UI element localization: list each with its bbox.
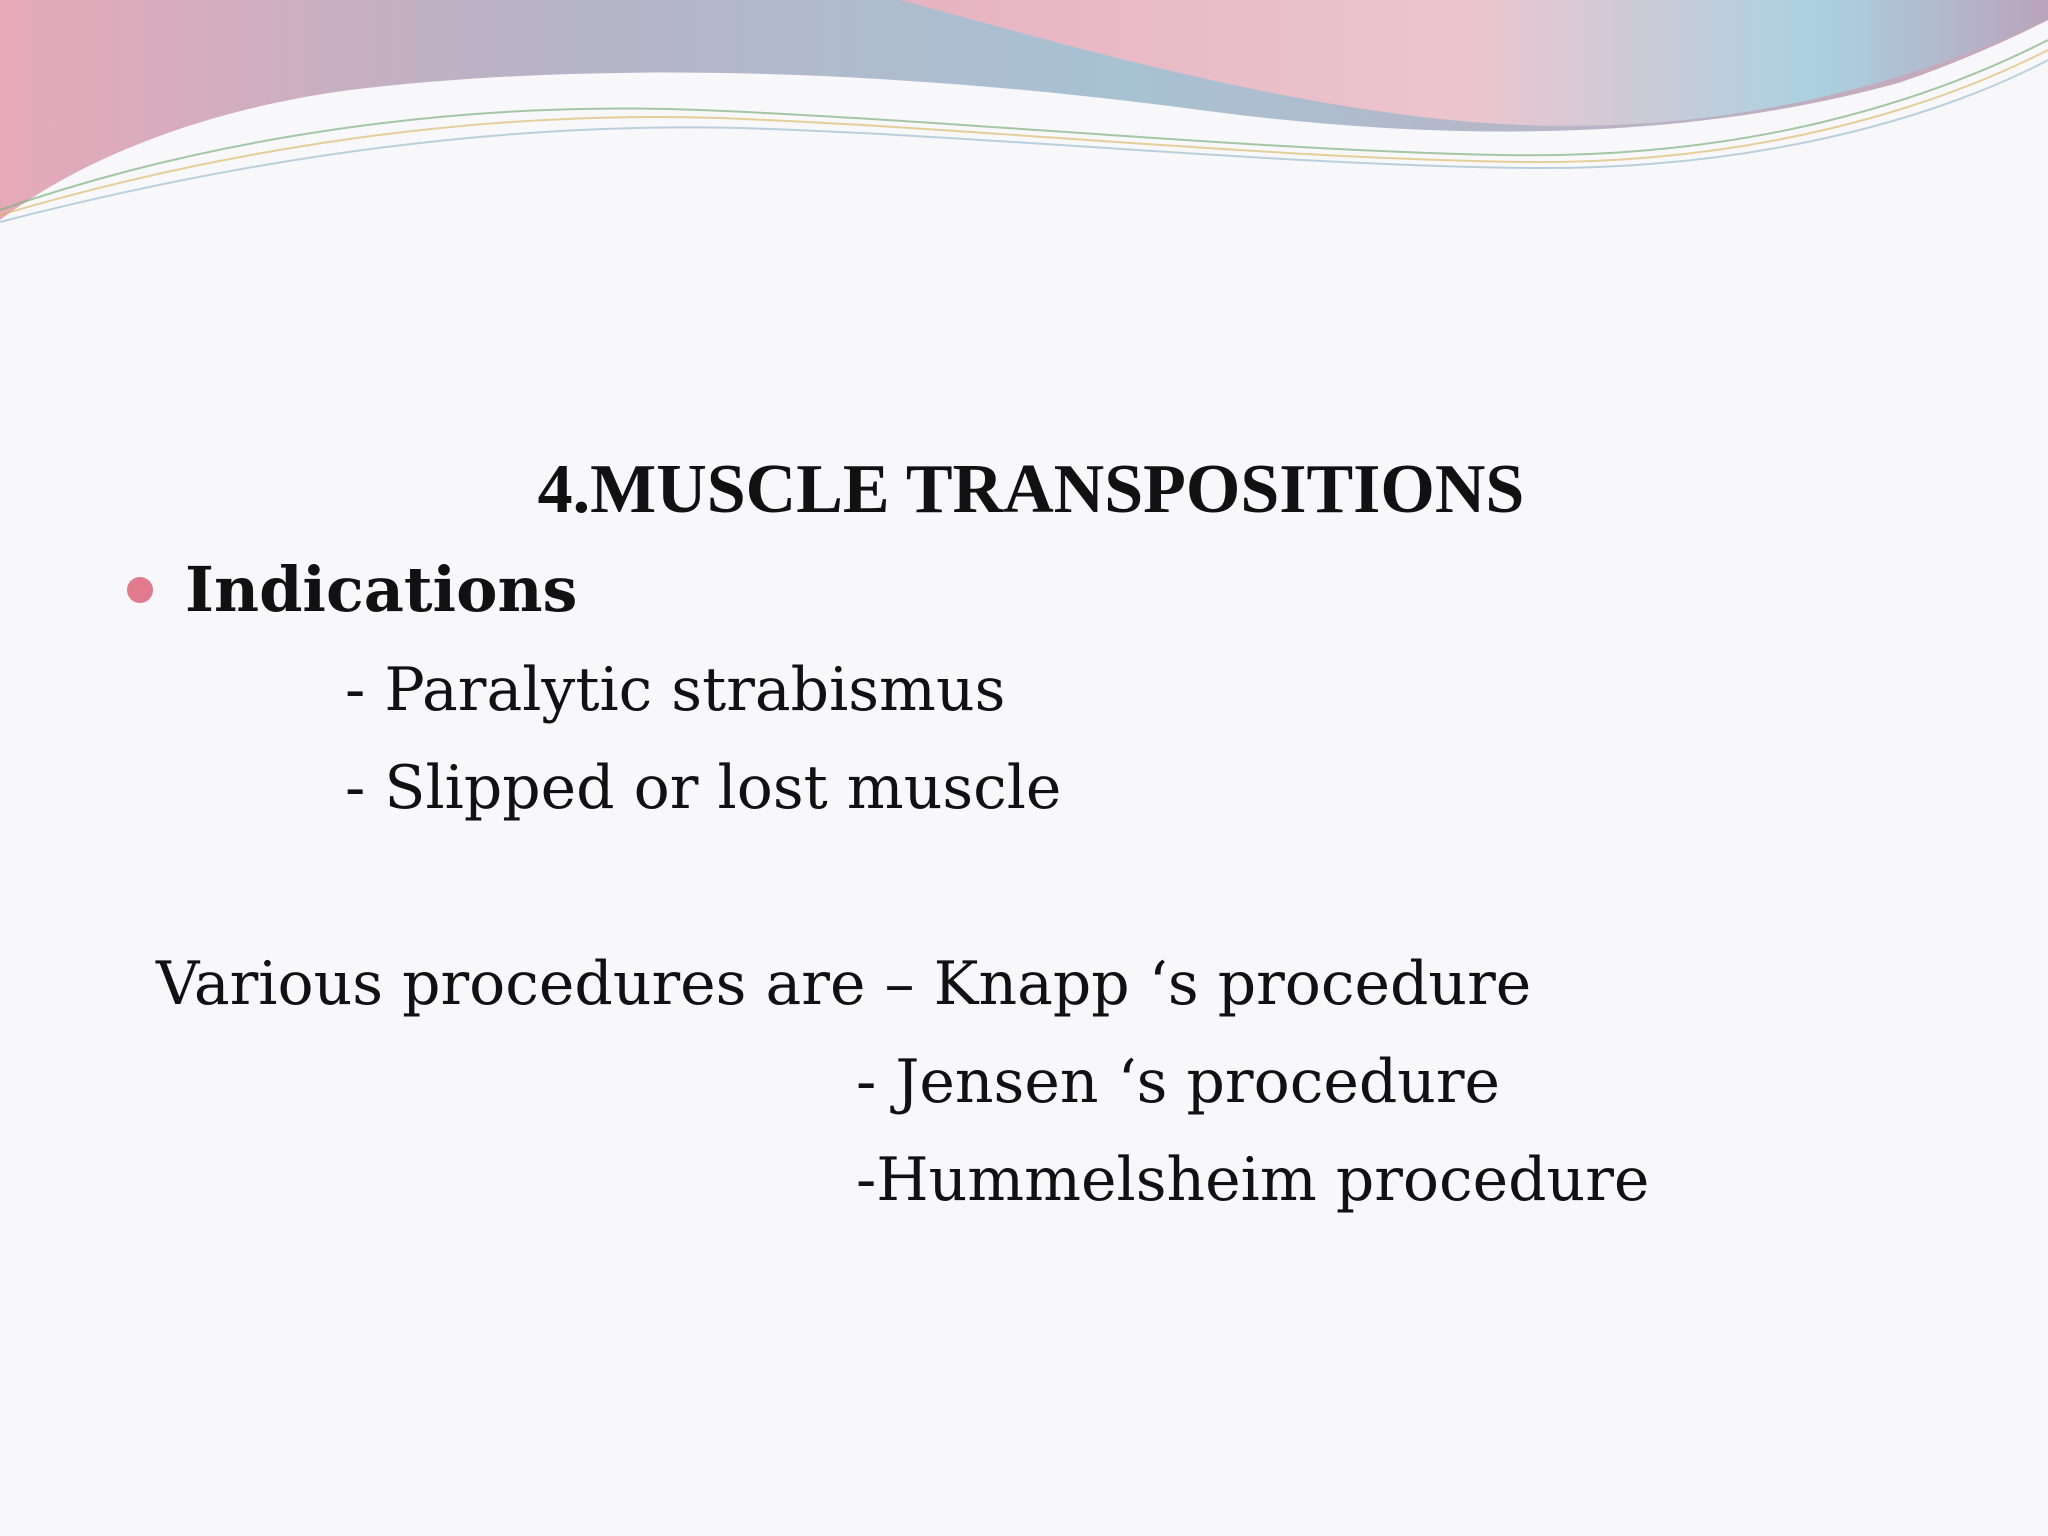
indications-bullet xyxy=(127,548,577,632)
indications-label: Indications xyxy=(185,553,578,626)
procedure-item: -Hummelsheim procedure xyxy=(856,1145,1650,1215)
procedures-intro: Various procedures are – Knapp ‘s procedure xyxy=(156,949,1532,1019)
bullet-dot-icon xyxy=(127,577,153,603)
indication-item: - Paralytic strabismus xyxy=(345,655,1006,725)
slide-title: 4.MUSCLE TRANSPOSITIONS xyxy=(537,451,1525,528)
decorative-header-wave xyxy=(0,0,2048,240)
indication-item: - Slipped or lost muscle xyxy=(345,753,1062,823)
procedure-item: - Jensen ‘s procedure xyxy=(856,1047,1501,1117)
